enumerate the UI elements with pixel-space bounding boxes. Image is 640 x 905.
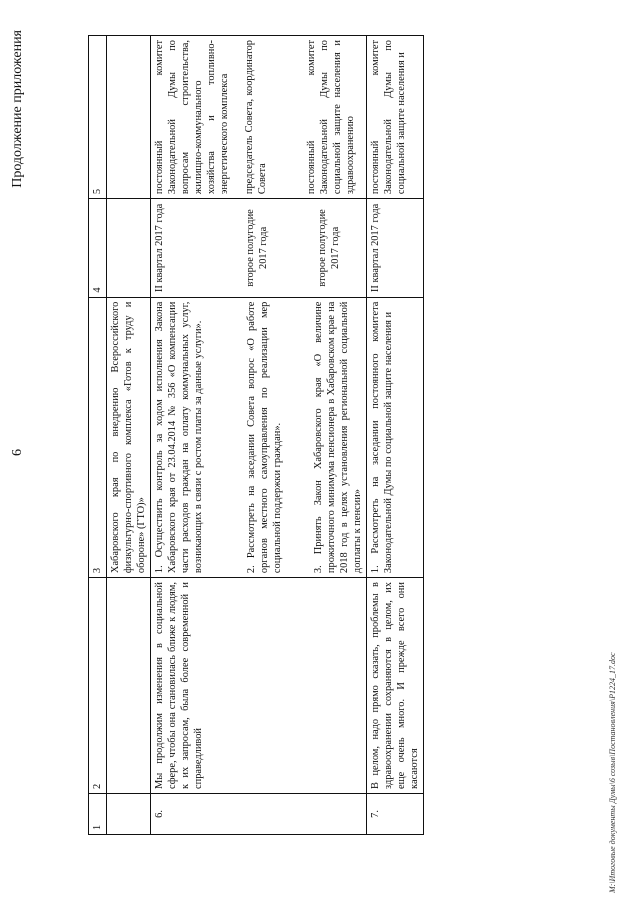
priority-cell: В целом, надо прямо сказать, проблемы в здравоохранении сохраняются в целом, их еще очень много. И прежде всего они касаются: [367, 578, 424, 794]
measure-item: 2. Рассмотреть на заседании Совета вопрос «О работе органов местного самоуправления по реализации мер социальной поддержки граждан».: [246, 301, 283, 574]
responsible-cell: [107, 36, 151, 199]
priority-cell: [107, 578, 151, 794]
measure-cell: 1. Рассмотреть на заседании постоянного комитета Законодательной Думы по социальной защите населения и: [367, 297, 424, 577]
table-row-continued: [107, 36, 151, 835]
term-item: II квартал 2017 года: [154, 203, 165, 293]
table-header-row: [89, 36, 107, 835]
column-header-5: 5: [89, 36, 107, 199]
term-cell: [107, 199, 151, 298]
column-header-1: 1: [89, 793, 107, 834]
row-number-cell: [107, 793, 151, 834]
page-number: 6: [10, 449, 25, 456]
column-header-2: 2: [89, 578, 107, 794]
measures-table: [88, 35, 424, 835]
responsible-item: председатель Совета, координатор Совета: [244, 40, 268, 195]
table-row-6: [151, 36, 367, 835]
file-path-footer: M:\Итоговые документы Думы\6 созыв\Постановления\P1224_17.doc: [608, 652, 617, 893]
measure-item: 3. Принять Закон Хабаровского края «О величине прожиточного минимума пенсионера в Хабаровском крае на 2018 год в целях установления региональной социальной доплаты к пенсии»: [313, 301, 363, 574]
row-number-cell: 7.: [367, 793, 424, 834]
appendix-continuation-note: Продолжение приложения: [10, 30, 25, 188]
column-header-4: 4: [89, 199, 107, 298]
row-number-cell: 6.: [151, 793, 367, 834]
measure-cell: [151, 297, 367, 577]
priority-cell: Мы продолжим изменения в социальной сфере, чтобы она становилась ближе к людям, к их запросам, была более современной и справедливой: [151, 578, 367, 794]
responsible-item: постоянный комитет Законодательной Думы по социальной защите населения и здравоохранению: [306, 40, 356, 195]
responsible-cell: постоянный комитет Законодательной Думы по социальной защите населения и: [367, 36, 424, 199]
column-header-3: 3: [89, 297, 107, 577]
term-cell: II квартал 2017 года: [367, 199, 424, 298]
responsible-item: постоянный комитет Законодательной Думы по вопросам строительства, жилищно-коммунального хозяйства и топливно-энергетического комплекса: [154, 40, 230, 195]
term-cell: [151, 199, 367, 298]
measure-cell: Хабаровского края по внедрению Всероссийского физкультурно-спортивного комплекса «Готов к труду и обороне» (ГТО)»: [107, 297, 151, 577]
table-row-7: [367, 36, 424, 835]
term-item: второе полугодие 2017 года: [245, 209, 269, 287]
measure-item: 1. Осуществить контроль за ходом исполнения Закона Хабаровского края от 23.04.2014 № 356 «О компенсации части расходов граждан на оплату коммунальных услуг, возникающих в связи с ростом платы за данные услуги».: [154, 301, 204, 574]
responsible-cell: [151, 36, 367, 199]
term-item: второе полугодие 2017 года: [317, 209, 341, 287]
